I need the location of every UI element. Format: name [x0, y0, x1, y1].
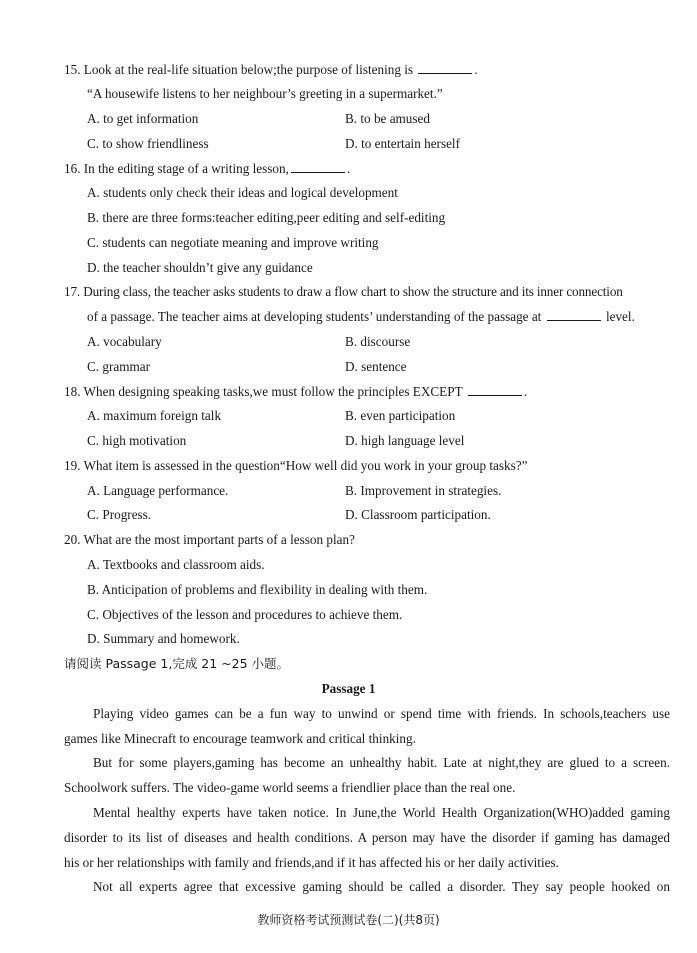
- option: C. Objectives of the lesson and procedures to achieve them.: [87, 607, 403, 622]
- option: B. to be amused: [345, 111, 430, 126]
- option: D. high language level: [345, 433, 465, 448]
- passage-line: disorder to its list of diseases and health conditions. A person may have the disorder if gaming has damaged: [64, 830, 670, 845]
- reading-instruction: 请阅读 Passage 1,完成 21 ~25 小题。: [64, 656, 290, 671]
- question-17-stem: 17. During class, the teacher asks students to draw a flow chart to show the structure and its inner connection: [64, 284, 623, 299]
- option: B. discourse: [345, 334, 411, 349]
- option: D. to entertain herself: [345, 136, 460, 151]
- answer-blank: [291, 161, 345, 173]
- question-19-stem: 19. What item is assessed in the question“How well did you work in your group tasks?”: [64, 458, 528, 473]
- answer-blank: [468, 384, 522, 396]
- passage-line: his or her relationships with family and friends,and if it has affected his or her daily activities.: [64, 855, 559, 870]
- passage-line: But for some players,gaming has become an unhealthy habit. Late at night,they are glued to a screen.: [93, 755, 670, 770]
- answer-blank: [418, 62, 472, 74]
- option: A. Language performance.: [87, 483, 229, 498]
- question-15-quote: “A housewife listens to her neighbour’s greeting in a supermarket.”: [87, 86, 443, 101]
- option: B. even participation: [345, 408, 456, 423]
- option: A. to get information: [87, 111, 199, 126]
- option: D. Classroom participation.: [345, 507, 491, 522]
- option: C. to show friendliness: [87, 136, 209, 151]
- question-20-stem: 20. What are the most important parts of a lesson plan?: [64, 532, 355, 547]
- option: D. the teacher shouldn’t give any guidance: [87, 260, 313, 275]
- option: B. Anticipation of problems and flexibility in dealing with them.: [87, 582, 428, 597]
- option: B. there are three forms:teacher editing,peer editing and self-editing: [87, 210, 446, 225]
- option: B. Improvement in strategies.: [345, 483, 502, 498]
- option: A. vocabulary: [87, 334, 162, 349]
- option: C. Progress.: [87, 507, 152, 522]
- option: A. students only check their ideas and logical development: [87, 185, 398, 200]
- option: A. Textbooks and classroom aids.: [87, 557, 265, 572]
- passage-line: Mental healthy experts have taken notice. In June,the World Health Organization(WHO)added gaming: [93, 805, 670, 820]
- option: A. maximum foreign talk: [87, 408, 222, 423]
- option: C. grammar: [87, 359, 150, 374]
- option: C. students can negotiate meaning and improve writing: [87, 235, 379, 250]
- page-footer: 教师资格考试预测试卷(二)(共8页): [257, 913, 440, 927]
- question-15-stem: 15. Look at the real-life situation below;the purpose of listening is .: [64, 62, 478, 77]
- question-17-stem-cont: of a passage. The teacher aims at developing students’ understanding of the passage at level.: [87, 309, 635, 324]
- option: D. Summary and homework.: [87, 631, 240, 646]
- option: C. high motivation: [87, 433, 187, 448]
- passage-title: Passage 1: [321, 681, 376, 696]
- question-16-stem: 16. In the editing stage of a writing lesson, .: [64, 161, 351, 176]
- option: D. sentence: [345, 359, 407, 374]
- passage-line: games like Minecraft to encourage teamwork and critical thinking.: [64, 731, 416, 746]
- passage-line: Schoolwork suffers. The video-game world seems a friendlier place than the real one.: [64, 780, 516, 795]
- passage-line: Not all experts agree that excessive gaming should be called a disorder. They say people hooked on: [93, 879, 670, 894]
- passage-line: Playing video games can be a fun way to unwind or spend time with friends. In schools,teachers use: [93, 706, 670, 721]
- question-18-stem: 18. When designing speaking tasks,we must follow the principles EXCEPT .: [64, 384, 527, 399]
- answer-blank: [547, 309, 601, 321]
